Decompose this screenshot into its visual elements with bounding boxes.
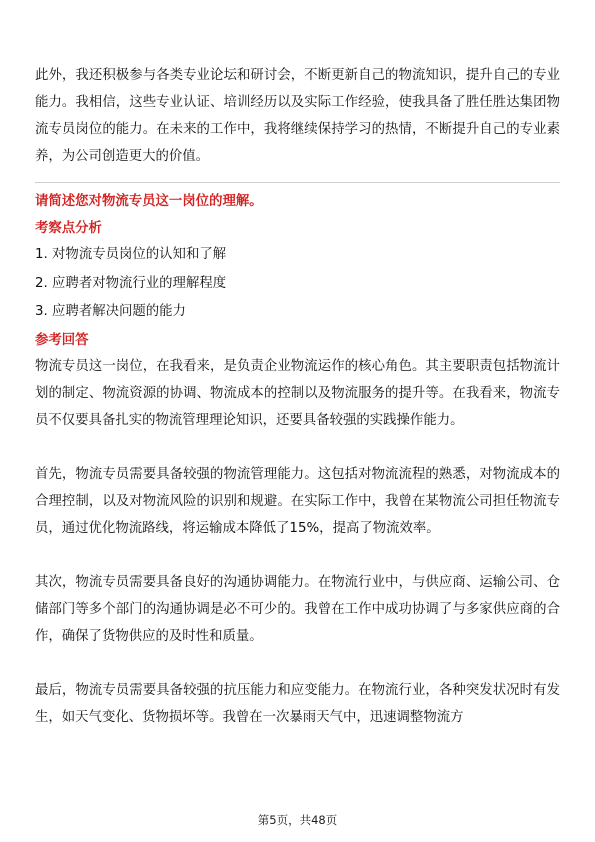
analysis-heading: 考察点分析: [35, 221, 102, 236]
answer-paragraph: 首先，物流专员需要具备较强的物流管理能力。这包括对物流流程的熟悉，对物流成本的合理控制，以及对物流风险的识别和规避。在实际工作中，我曾在某物流公司担任物流专员，通过优化物流路线，将运输成本降低了15%，提高了物流效率。: [35, 466, 560, 536]
analysis-point: 2. 应聘者对物流行业的理解程度: [35, 275, 227, 291]
page-number: 第5页，共48页: [257, 813, 338, 827]
paragraph-gap: [35, 542, 560, 569]
answer-paragraph: 最后，物流专员需要具备较强的抗压能力和应变能力。在物流行业，各种突发状况时有发生，如天气变化、货物损坏等。我曾在一次暴雨天气中，迅速调整物流方: [35, 682, 560, 725]
paragraph-gap: [35, 434, 560, 461]
answer-paragraph: 物流专员这一岗位，在我看来，是负责企业物流运作的核心角色。其主要职责包括物流计划的制定、物流资源的协调、物流成本的控制以及物流服务的提升等。在我看来，物流专员不仅要具备扎实的物流管理理论知识，还要具备较强的实践操作能力。: [35, 358, 560, 428]
analysis-point: 1. 对物流专员岗位的认知和了解: [35, 247, 227, 262]
question-title: 请简述您对物流专员这一岗位的理解。: [35, 194, 263, 209]
intro-paragraph: 此外，我还积极参与各类专业论坛和研讨会，不断更新自己的物流知识，提升自己的专业能力。我相信，这些专业认证、培训经历以及实际工作经验，使我具备了胜任胜达集团物流专员岗位的能力。在未来的工作中，我将继续保持学习的热情，不断提升自己的专业素养，为公司创造更大的价值。: [35, 68, 560, 164]
analysis-points: [35, 241, 560, 327]
paragraph-gap: [35, 650, 560, 677]
answer-paragraph: 其次，物流专员需要具备良好的沟通协调能力。在物流行业中，与供应商、运输公司、仓储部门等多个部门的沟通协调是必不可少的。我曾在工作中成功协调了与多家供应商的合作，确保了货物供应的及时性和质量。: [35, 574, 560, 644]
answer-heading: 参考回答: [35, 332, 89, 348]
section-divider: [35, 182, 560, 183]
document-body: [35, 62, 560, 731]
analysis-point: 3. 应聘者解决问题的能力: [35, 304, 186, 319]
